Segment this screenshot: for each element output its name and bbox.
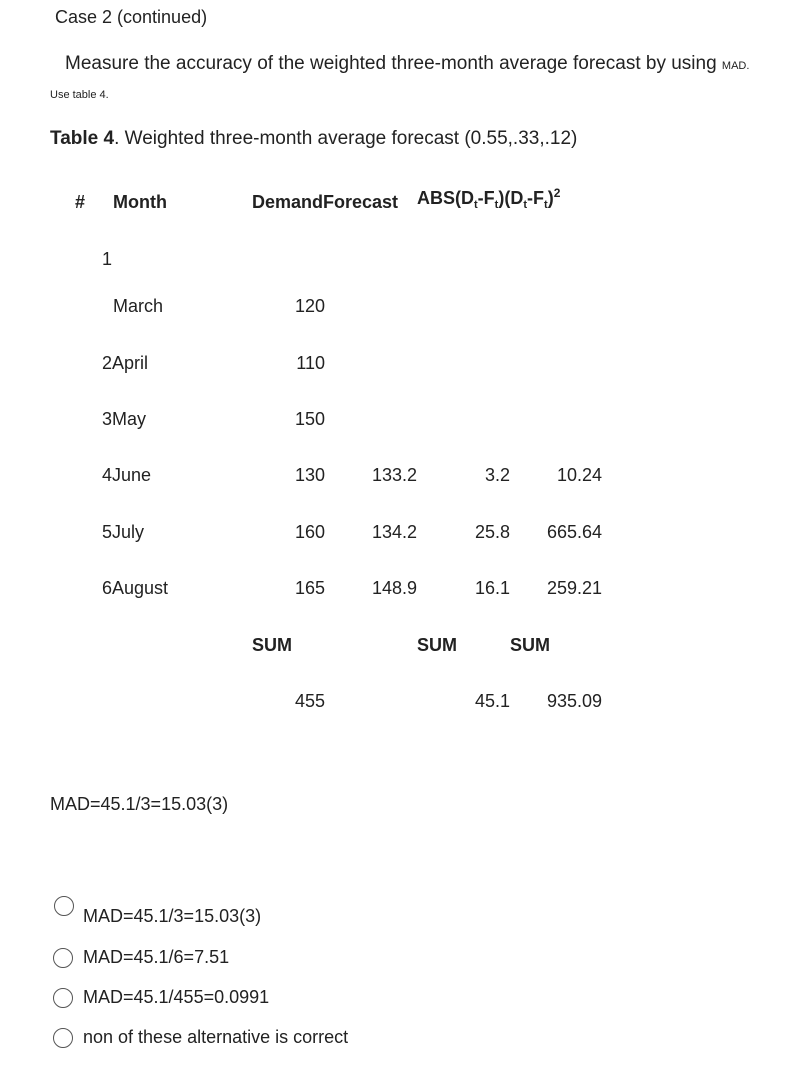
sum-label-sq: SUM xyxy=(510,635,550,655)
table-caption-text: . Weighted three-month average forecast (0.55,.33,.12) xyxy=(114,128,578,149)
option-1-label[interactable]: MAD=45.1/3=15.03(3) xyxy=(83,906,262,926)
row-6-sq: 259.21 xyxy=(546,578,602,598)
row-5-sq: 665.64 xyxy=(546,522,602,542)
option-4-label[interactable]: non of these alternative is correct xyxy=(83,1027,349,1047)
row-4-sq: 10.24 xyxy=(556,465,602,485)
row-2-label: 2April xyxy=(102,353,149,373)
question-text xyxy=(65,53,749,75)
option-2-label[interactable]: MAD=45.1/6=7.51 xyxy=(83,947,230,967)
answer-note: MAD=45.1/3=15.03(3) xyxy=(50,794,229,814)
row-4-demand: 130 xyxy=(294,465,325,485)
row-6-forecast: 148.9 xyxy=(371,578,417,598)
sum-value-demand: 455 xyxy=(294,691,325,711)
row-6-abs: 16.1 xyxy=(474,578,510,598)
sum-label-abs: SUM xyxy=(417,635,457,655)
option-1-radio[interactable] xyxy=(54,896,74,916)
row-1-demand: 120 xyxy=(294,296,325,316)
sum-value-sq: 935.09 xyxy=(546,691,602,711)
table-caption-label: Table 4 xyxy=(50,128,115,149)
sum-value-abs: 45.1 xyxy=(474,691,510,711)
row-1-num: 1 xyxy=(102,249,113,269)
row-4-abs: 3.2 xyxy=(484,465,510,485)
row-1-month: March xyxy=(113,296,164,316)
row-5-abs: 25.8 xyxy=(474,522,510,542)
option-2-radio[interactable] xyxy=(53,948,73,968)
header-demand-forecast: DemandForecast xyxy=(252,192,399,212)
row-5-label: 5July xyxy=(102,522,145,542)
row-3-label: 3May xyxy=(102,409,147,429)
instruction-text: Use table 4. xyxy=(50,89,109,101)
option-3-label[interactable]: MAD=45.1/455=0.0991 xyxy=(83,987,270,1007)
row-6-label: 6August xyxy=(102,578,169,598)
question-abbrev: MAD. xyxy=(721,60,750,72)
case-title: Case 2 (continued) xyxy=(55,7,208,27)
table-caption xyxy=(50,128,577,150)
header-abs-squared: $ABS(D_t-F_t)(D_t-F_t)^2$ xyxy=(417,186,561,211)
header-month: Month xyxy=(113,192,167,212)
row-4-forecast: 133.2 xyxy=(371,465,417,485)
option-3-radio[interactable] xyxy=(53,988,73,1008)
row-6-demand: 165 xyxy=(294,578,325,598)
sum-label-demand: SUM xyxy=(252,635,292,655)
row-4-label: 4June xyxy=(102,465,152,485)
option-4-radio[interactable] xyxy=(53,1028,73,1048)
row-3-demand: 150 xyxy=(294,409,325,429)
row-5-forecast: 134.2 xyxy=(371,522,417,542)
row-2-demand: 110 xyxy=(296,353,325,373)
question-main: Measure the accuracy of the weighted three-month average forecast by using xyxy=(65,53,717,74)
row-5-demand: 160 xyxy=(294,522,325,542)
header-num: # xyxy=(75,192,86,212)
